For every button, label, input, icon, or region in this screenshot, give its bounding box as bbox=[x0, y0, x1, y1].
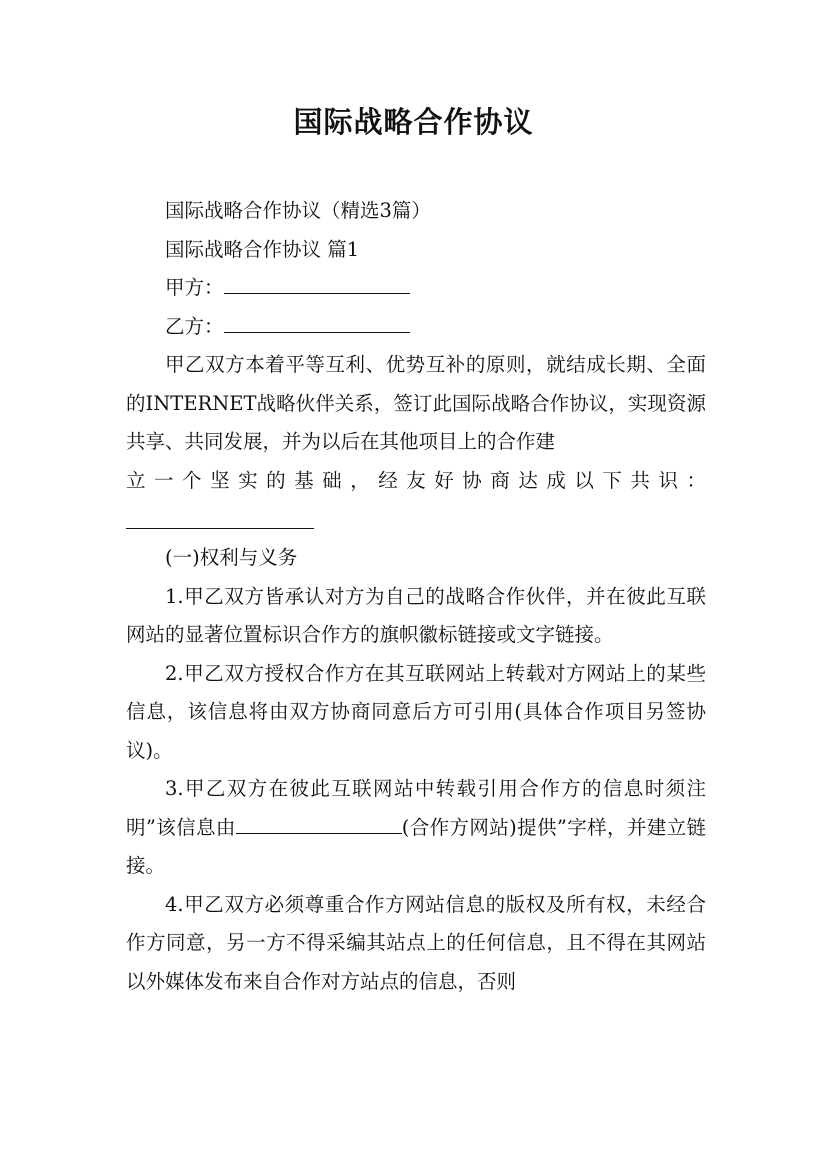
party-b-blank bbox=[224, 312, 410, 333]
clause-3-text-before: 3.甲乙双方在彼此互联网站中转载引用合作方的信息时须注明”该信息由 bbox=[126, 777, 706, 839]
clause-3-text-after: (合作方网站)提供”字样，并建立链接。 bbox=[126, 815, 706, 877]
page-title: 国际战略合作协议 bbox=[293, 105, 534, 139]
part-heading: 国际战略合作协议 篇1 bbox=[165, 237, 360, 261]
clause-3 bbox=[126, 770, 706, 886]
party-a-line bbox=[126, 269, 706, 308]
section-heading: (一)权利与义务 bbox=[165, 546, 298, 569]
party-b-label: 乙方： bbox=[165, 314, 224, 338]
preamble-blank bbox=[126, 500, 314, 529]
party-a-blank bbox=[224, 274, 410, 295]
clause-1: 1.甲乙双方皆承认对方为自己的战略合作伙伴，并在彼此互联网站的显著位置标识合作方的旗帜徽标链接或文字链接。 bbox=[126, 584, 706, 646]
party-a-label: 甲方： bbox=[165, 276, 224, 299]
collection-title: 国际战略合作协议（精选3篇） bbox=[165, 199, 431, 222]
party-b-line bbox=[126, 308, 706, 347]
preamble-last-line: 立一个坚实的基础，经友好协商达成以下共识： bbox=[126, 468, 706, 492]
clause-4: 4.甲乙双方必须尊重合作方网站信息的版权及所有权，未经合作方同意，另一方不得采编其站点上的任何信息，且不得在其网站以外媒体发布来自合作对方站点的信息，否则 bbox=[126, 892, 706, 993]
clause-3-blank bbox=[236, 813, 402, 834]
document-body bbox=[126, 192, 706, 1001]
preamble-paragraph: 甲乙双方本着平等互利、优势互补的原则，就结成长期、全面的INTERNET战略伙伴关系，签订此国际战略合作协议，实现资源共享、共同发展，并为以后在其他项目上的合作建 bbox=[126, 353, 706, 453]
clause-2: 2.甲乙双方授权合作方在其互联网站上转载对方网站上的某些信息，该信息将由双方协商同意后方可引用(具体合作项目另签协议)。 bbox=[126, 661, 706, 762]
